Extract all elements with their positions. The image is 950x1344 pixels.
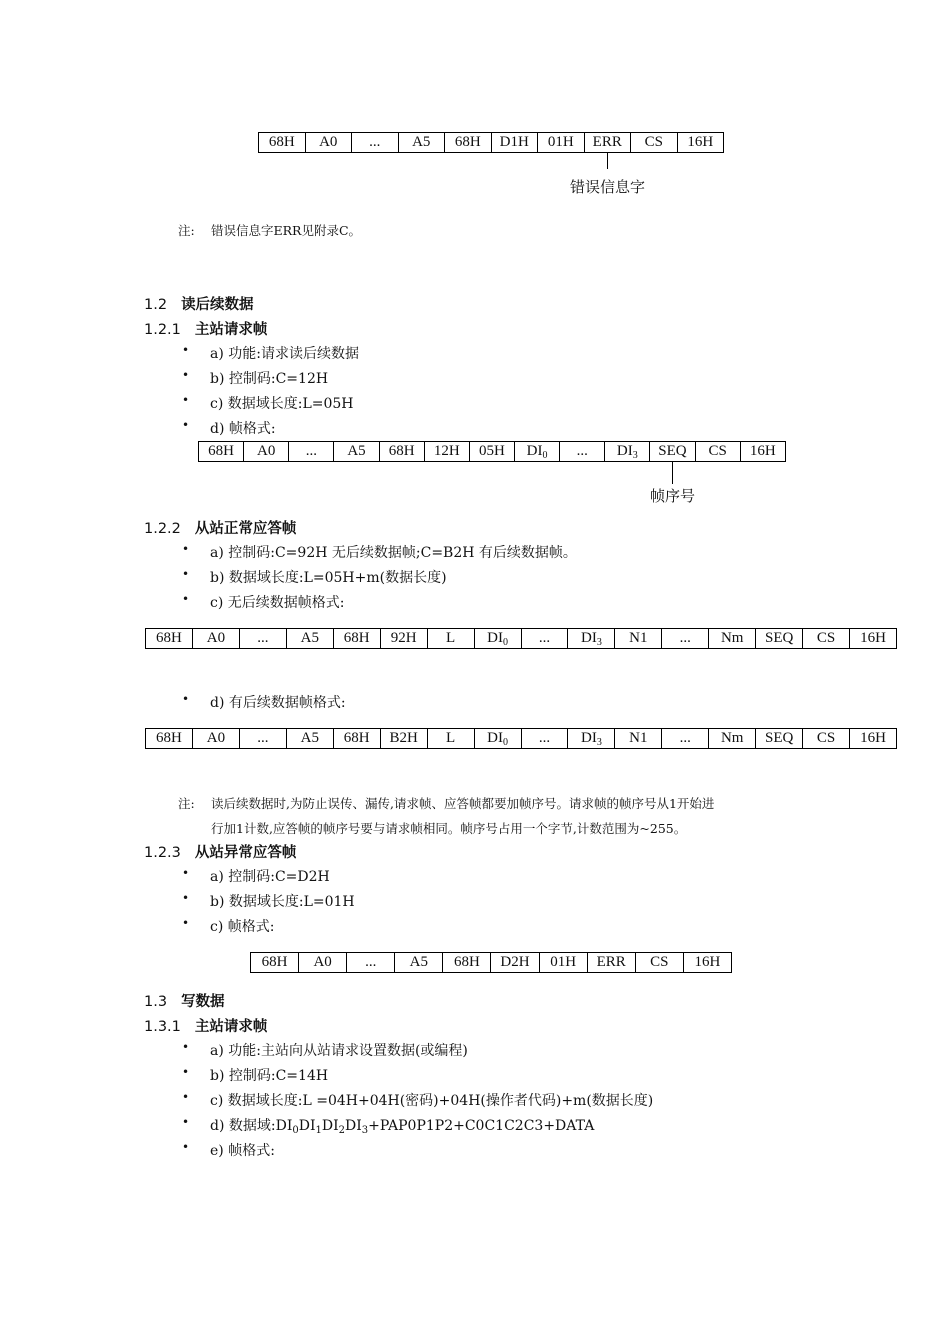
bullet: • [182,418,190,432]
item-text: c) 数据域长度:L=05H [210,396,354,412]
frame-cell: 12H [424,442,469,462]
seq-annotation: 帧序号 [650,487,696,505]
di-label: DI [487,730,503,746]
item-text: b) 数据域长度:L=05H+m(数据长度) [210,570,447,586]
section-number: 1.2.1 [144,322,181,338]
bullet: • [182,866,190,880]
frame-cell [474,629,521,649]
list-item [0,1065,950,1085]
di-subscript: 0 [292,1125,299,1136]
frame-cell: ... [289,442,334,462]
di-label: DI [298,1118,316,1134]
di-label: DI [345,1118,362,1134]
di-subscript: 0 [502,637,508,648]
di-subscript: 0 [542,450,548,461]
section-title: 从站异常应答帧 [194,845,297,861]
frame-cell: 68H [146,629,193,649]
item-text: c) 数据域长度:L =04H+04H(密码)+04H(操作者代码)+m(数据长度) [210,1093,654,1109]
frame-cell: 68H [333,629,380,649]
frame-cell: 16H [850,729,897,749]
list-item [0,866,950,886]
bullet: • [182,1140,190,1154]
section-1-2-heading [144,293,254,314]
bullet: • [182,343,190,357]
section-number: 1.2.2 [144,521,181,537]
list-item [0,1090,950,1110]
section-title: 从站正常应答帧 [194,521,297,537]
frame-cell: L [427,629,474,649]
frame-cell: A0 [244,442,289,462]
section-number: 1.3.1 [144,1019,181,1035]
frame-cell: 16H [683,953,731,973]
frame-cell [514,442,559,462]
frame-cell: SEQ [756,729,803,749]
item-text: b) 控制码:C=14H [210,1068,329,1084]
di-label: DI [487,630,503,646]
di-subscript: 0 [502,737,508,748]
bullet: • [182,1065,190,1079]
frame-cell: ERR [584,133,631,153]
di-label: DI [275,1118,293,1134]
section-number: 1.3 [144,994,168,1010]
frame-cell: ... [521,629,568,649]
bullet: • [182,368,190,382]
di-subscript: 3 [596,737,602,748]
section-title: 读后续数据 [181,297,254,313]
di-subscript: 3 [361,1125,369,1136]
frame-cell: L [427,729,474,749]
section-1-2-2-heading [144,517,296,538]
frame-no-following-data [145,628,897,649]
frame-cell [568,629,615,649]
frame-following-data [145,728,897,749]
item-prefix: d) 数据域: [210,1118,276,1134]
item-text: c) 无后续数据帧格式: [210,595,345,611]
section-1-2-3-heading [144,841,296,862]
section-number: 1.2.3 [144,845,181,861]
err-annotation: 错误信息字 [570,178,646,196]
frame-cell: A0 [192,729,239,749]
note2-line2: 行加1计数,应答帧的帧序号要与请求帧相同。帧序号占用一个字节,计数范围为~255。 [211,821,687,836]
di-label: DI [616,443,633,459]
frame-cell: A5 [334,442,379,462]
section-1-3-1-heading [144,1015,267,1036]
frame-cell: A5 [398,133,445,153]
di-subscript: 3 [596,637,602,648]
frame-cell: CS [803,629,850,649]
note2-line1: 读后续数据时,为防止误传、漏传,请求帧、应答帧都要加帧序号。请求帧的帧序号从1开始进 [211,796,715,811]
di-subscript: 2 [338,1125,346,1136]
di-label: DI [580,730,597,746]
section-title: 主站请求帧 [194,1019,268,1035]
frame-cell: 16H [677,133,724,153]
frame-cell: ... [521,729,568,749]
list-item [0,891,950,911]
item-text: b) 控制码:C=12H [210,371,329,387]
item-text: a) 功能:请求读后续数据 [210,346,359,362]
frame-cell: D2H [491,953,539,973]
frame-cell: ... [352,133,399,153]
frame-cell: 68H [251,953,299,973]
list-item [0,692,950,712]
frame-cell: A5 [286,729,333,749]
bullet: • [182,592,190,606]
frame-cell: 68H [445,133,492,153]
list-item [0,542,950,562]
frame-cell: ... [347,953,395,973]
frame-error-top [258,132,724,153]
frame-cell: 68H [259,133,306,153]
frame-cell: 68H [443,953,491,973]
list-item [0,1140,950,1160]
frame-cell: CS [695,442,740,462]
frame-cell: Nm [709,729,756,749]
note1-label: 注: [178,223,195,238]
list-item [0,368,950,388]
section-title: 主站请求帧 [194,322,268,338]
frame-cell [605,442,650,462]
list-item [0,343,950,363]
list-item [0,567,950,587]
frame-cell: A0 [192,629,239,649]
frame-error-response [250,952,732,973]
item-text: a) 控制码:C=92H 无后续数据帧;C=B2H 有后续数据帧。 [210,545,577,561]
frame-cell: ... [662,629,709,649]
frame-cell: Nm [709,629,756,649]
frame-cell: D1H [491,133,538,153]
bullet: • [182,393,190,407]
di-subscript: 3 [632,450,638,461]
frame-cell: SEQ [756,629,803,649]
frame-cell: 16H [740,442,785,462]
frame-cell: B2H [380,729,427,749]
item-text: b) 数据域长度:L=01H [210,894,355,910]
frame-cell: CS [631,133,678,153]
frame-cell: A5 [395,953,443,973]
frame-cell: ... [239,629,286,649]
list-item [0,1115,950,1135]
frame-cell: 92H [380,629,427,649]
di-label: DI [526,443,543,459]
section-number: 1.2 [144,297,168,313]
item-text [210,1115,594,1135]
frame-cell: 05H [469,442,514,462]
frame-cell: 68H [146,729,193,749]
list-item [0,393,950,413]
item-text: c) 帧格式: [210,919,275,935]
frame-cell: CS [635,953,683,973]
list-item [0,418,950,438]
bullet: • [182,1090,190,1104]
bullet: • [182,891,190,905]
list-item [0,916,950,936]
frame-cell: 68H [379,442,424,462]
section-title: 写数据 [181,994,225,1010]
di-label: DI [321,1118,339,1134]
err-leader-line [607,153,608,169]
frame-cell: 16H [850,629,897,649]
seq-leader-line [672,462,673,484]
frame-cell: 68H [333,729,380,749]
list-item [0,592,950,612]
frame-cell: N1 [615,729,662,749]
bullet: • [182,1115,190,1129]
section-1-2-1-heading [144,318,267,339]
frame-cell: CS [803,729,850,749]
frame-cell: ... [662,729,709,749]
frame-request [198,441,786,462]
note1-text: 错误信息字ERR见附录C。 [211,223,362,238]
bullet: • [182,542,190,556]
frame-cell: A5 [286,629,333,649]
frame-cell [568,729,615,749]
section-1-3-heading [144,990,225,1011]
item-text: a) 功能:主站向从站请求设置数据(或编程) [210,1043,468,1059]
bullet: • [182,692,190,706]
frame-cell: ERR [587,953,635,973]
bullet: • [182,1040,190,1054]
frame-cell: 68H [199,442,244,462]
bullet: • [182,567,190,581]
bullet: • [182,916,190,930]
frame-cell: SEQ [650,442,695,462]
frame-cell: 01H [539,953,587,973]
frame-cell: A0 [305,133,352,153]
item-suffix: +PAP0P1P2+C0C1C2C3+DATA [368,1118,595,1134]
item-text: d) 帧格式: [210,421,276,437]
item-text: a) 控制码:C=D2H [210,869,330,885]
item-text: e) 帧格式: [210,1143,275,1159]
frame-cell: 01H [538,133,585,153]
frame-cell [474,729,521,749]
item-text: d) 有后续数据帧格式: [210,695,346,711]
frame-cell: N1 [615,629,662,649]
di-subscript: 1 [315,1125,322,1136]
frame-cell: ... [560,442,605,462]
note2-label: 注: [178,796,195,811]
frame-cell: ... [239,729,286,749]
list-item [0,1040,950,1060]
di-label: DI [580,630,597,646]
frame-cell: A0 [299,953,347,973]
